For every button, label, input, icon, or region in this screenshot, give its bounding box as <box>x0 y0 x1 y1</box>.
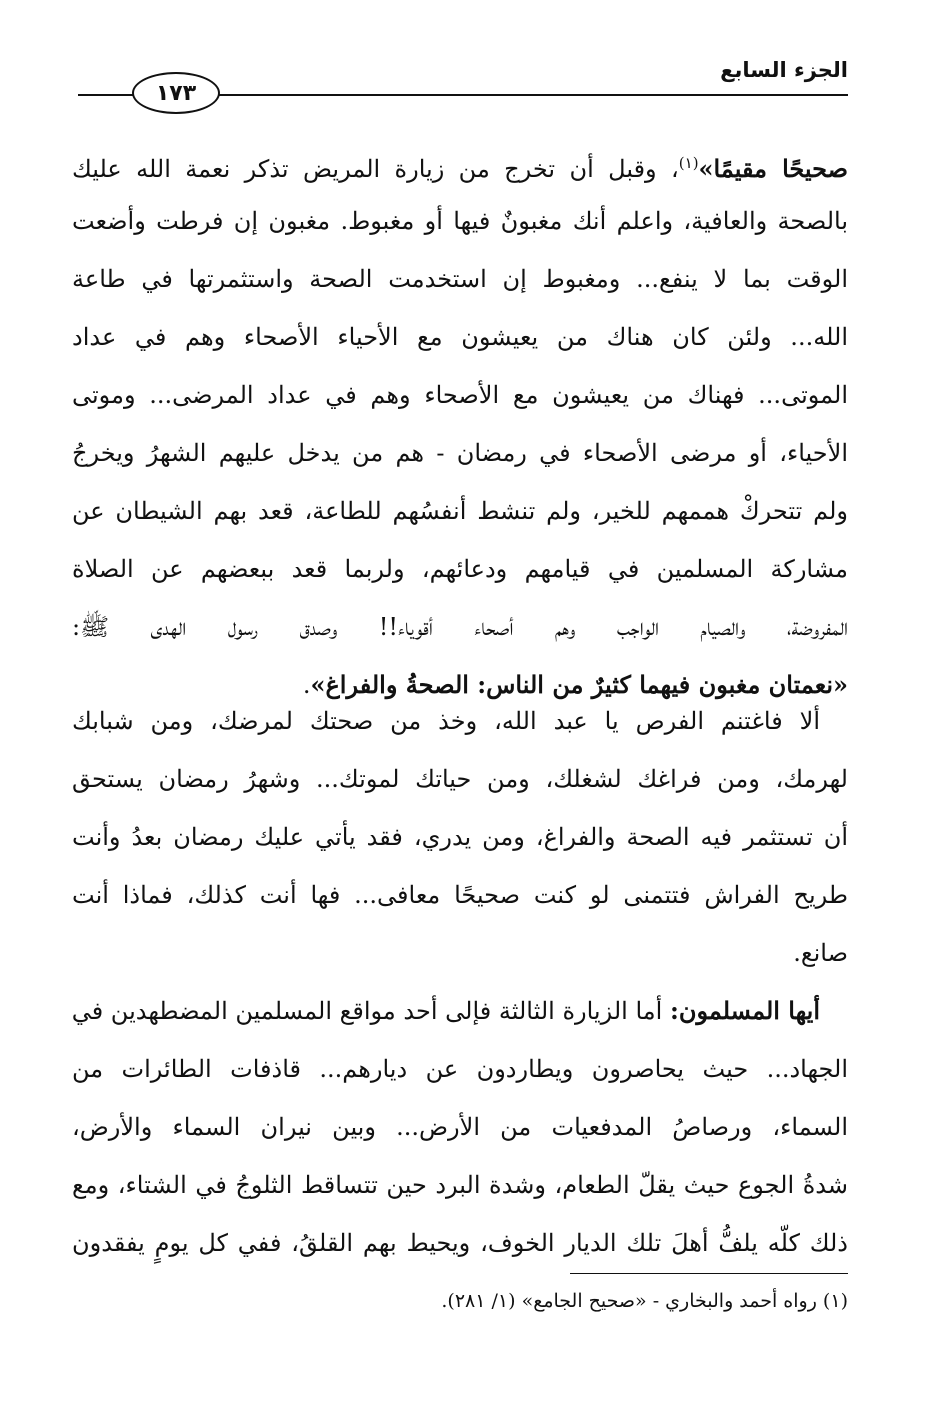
text-line: لهرمك، ومن فراغك لشغلك، ومن حياتك لموتك... وشهرُ رمضان يستحق <box>72 765 848 793</box>
text-line <box>72 982 848 1040</box>
text-line: ذلك كلّه يلفُّ أهلَ تلك الديار الخوف، ويحيط بهم القلقُ، ففي كل يومٍ يفقدون <box>72 1229 848 1257</box>
text-line: طريح الفراش فتتمنى لو كنت صحيحًا معافى... فها أنت كذلك، فماذا أنت <box>72 881 848 909</box>
text-span: . <box>302 671 311 699</box>
text-line: شدةُ الجوع حيث يقلّ الطعام، وشدة البرد حين تتساقط الثلوجُ في الشتاء، ومع <box>72 1171 848 1199</box>
text-line: الأحياء، أو مرضى الأصحاء في رمضان - هم من يدخل عليهم الشهرُ ويخرجُ <box>72 439 848 467</box>
text-line: الوقت بما لا ينفع... ومغبوط إن استخدمت الصحة واستثمرتها في طاعة <box>72 265 848 293</box>
text-line: صانع. <box>793 939 848 967</box>
text-line: بالصحة والعافية، واعلم أنك مغبونٌ فيها أو مغبوط. مغبون إن فرطت وأضعت <box>72 207 848 235</box>
paragraph-3 <box>72 982 848 1272</box>
text-line: ألا فاغتنم الفرص يا عبد الله، وخذ من صحتك لمرضك، ومن شبابك <box>72 707 820 735</box>
text-line: ولم تتحركْ هممهم للخير، ولم تنشط أنفسُهم للطاعة، قعد بهم الشيطان عن <box>72 497 848 525</box>
address-bold: أيها المسلمون: <box>669 996 820 1025</box>
running-head: الجزء السابع <box>720 58 848 82</box>
paragraph-2 <box>72 692 848 982</box>
text-line: أن تستثمر فيه الصحة والفراغ، ومن يدري، فقد يأتي عليك رمضان بعدُ وأنت <box>72 823 848 851</box>
text-span: ، وقبل أن تخرج من زيارة المريض تذكر نعمة الله عليك <box>72 155 679 183</box>
hadith-quote: «نعمتان مغبون فيهما كثيرٌ من الناس: الصحةُ والفراغ» <box>310 670 848 699</box>
text-line: الله... ولئن كان هناك من يعيشون مع الأحياء الأصحاء وهم في عداد <box>72 323 848 351</box>
text-line <box>72 134 848 192</box>
text-line: السماء، ورصاصُ المدفعيات من الأرض... وبين نيران السماء والأرض، <box>72 1113 848 1141</box>
text-line: الموتى... فهناك من يعيشون مع الأصحاء وهم في عداد المرضى... وموتى <box>72 381 848 409</box>
paragraph-1 <box>72 134 848 714</box>
text-line: المفروضة، والصيام الواجب وهم أصحاء أقوياء!! وصدق رسول الهدى ﷺ: <box>72 613 848 641</box>
page-number-text: ١٧٣ <box>155 80 197 106</box>
text-line: مشاركة المسلمين في قيامهم ودعائهم، ولربما قعد ببعضهم عن الصلاة <box>72 555 848 583</box>
footnote: (١) رواه أحمد والبخاري - «صحيح الجامع» (١/ ٢٨١). <box>441 1290 848 1312</box>
quote-end-bold: صحيحًا مقيمًا» <box>698 154 848 183</box>
text-line: الجهاد... حيث يحاصرون ويطاردون عن ديارهم... قاذفات الطائرات من <box>72 1055 848 1083</box>
footnote-rule <box>570 1273 848 1274</box>
text-span: أما الزيارة الثالثة فإلى أحد مواقع المسلمين المضطهدين في <box>71 997 663 1025</box>
page-number <box>132 72 220 114</box>
footnote-ref[interactable]: (١) <box>678 154 699 172</box>
